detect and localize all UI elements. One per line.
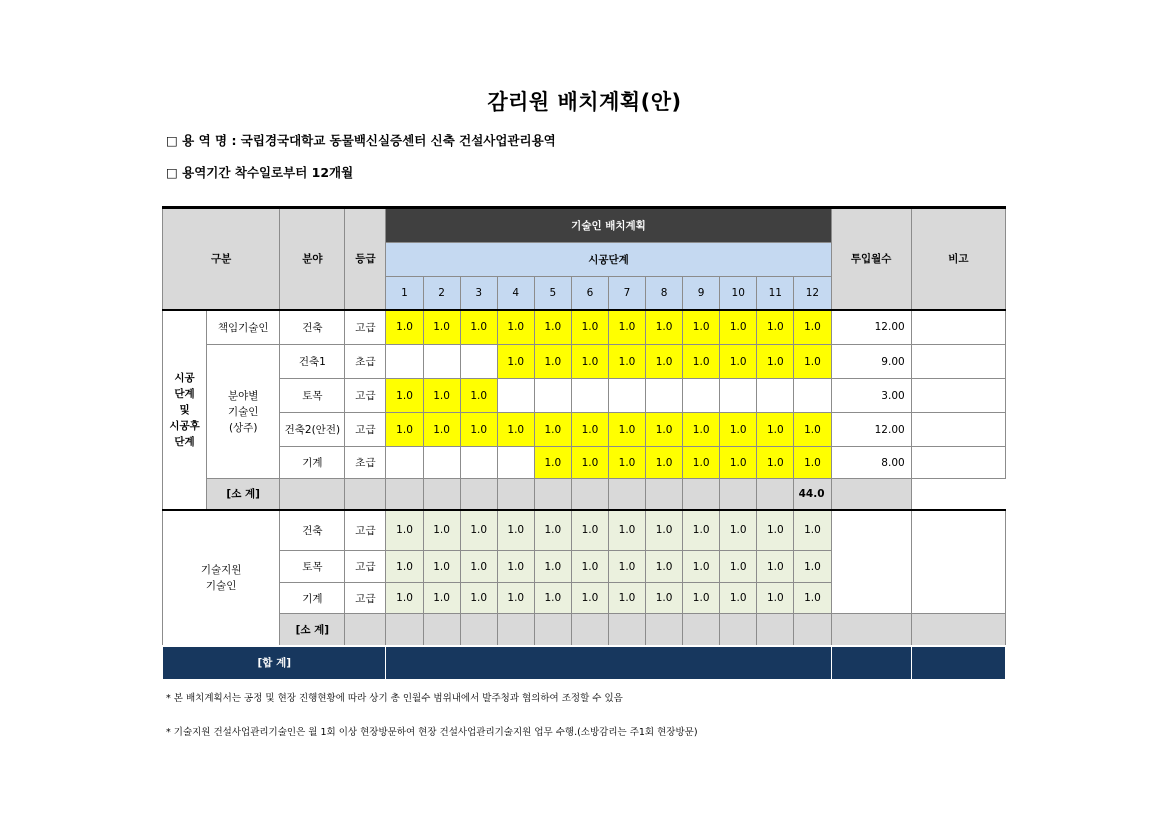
subtotal-month-cell [423,614,460,646]
month-cell: 1.0 [571,413,608,447]
responsible-engineer-label: 책임기술인 [207,310,280,345]
month-cell: 1.0 [720,345,757,379]
grade-cell: 고급 [345,583,386,614]
header-phase: 시공단계 [386,243,831,277]
month-cell: 1.0 [534,551,571,583]
month-cell: 1.0 [608,583,645,614]
month-cell: 1.0 [683,510,720,551]
month-cell: 1.0 [794,510,831,551]
remarks-cell [911,345,1005,379]
header-remarks: 비고 [911,208,1005,310]
month-header-4: 4 [497,277,534,310]
month-cell: 1.0 [794,447,831,479]
month-header-10: 10 [720,277,757,310]
month-cell: 1.0 [757,551,794,583]
month-cell: 1.0 [646,345,683,379]
month-cell: 1.0 [386,510,423,551]
field-cell: 기계 [280,583,345,614]
subtotal-month-cell [757,479,794,510]
month-cell [386,447,423,479]
footnote-1: * 본 배치계획서는 공정 및 현장 진행현황에 따라 상기 총 인월수 범위내에서 발주청과 협의하여 조정할 수 있음 [166,693,623,704]
field-resident-engineer-label: 분야별 기술인 (상주) [207,345,280,479]
subtotal-month-cell [386,479,423,510]
month-cell: 1.0 [608,310,645,345]
month-cell: 1.0 [608,413,645,447]
grade-cell: 고급 [345,310,386,345]
month-cell: 1.0 [757,447,794,479]
subtotal-month-cell [497,479,534,510]
month-header-5: 5 [534,277,571,310]
subtotal-month-cell [386,614,423,646]
remarks-cell [911,413,1005,447]
month-cell: 1.0 [386,310,423,345]
month-cell: 1.0 [720,510,757,551]
month-cell: 1.0 [571,583,608,614]
grand-total-label: [합 계] [163,646,386,680]
header-grade: 등급 [345,208,386,310]
month-cell: 1.0 [720,310,757,345]
footnote-2: * 기술지원 건설사업관리기술인은 월 1회 이상 현장방문하여 현장 건설사업관리기술지원 업무 수행.(소방감리는 주1회 현장방문) [166,727,698,738]
month-header-3: 3 [460,277,497,310]
group-support-engineer: 기술지원 기술인 [163,510,280,646]
month-cell: 1.0 [683,583,720,614]
month-cell: 1.0 [460,413,497,447]
subtotal-month-cell [683,479,720,510]
subtotal-month-cell [497,614,534,646]
month-cell: 1.0 [534,310,571,345]
grade-cell: 고급 [345,510,386,551]
field-cell: 건축 [280,510,345,551]
field-cell: 기계 [280,447,345,479]
month-cell: 1.0 [794,551,831,583]
subtotal-grade-cell [280,479,345,510]
month-cell: 1.0 [608,551,645,583]
month-header-1: 1 [386,277,423,310]
grade-cell: 고급 [345,379,386,413]
subtotal-remarks [831,479,911,510]
man-months-cell: 12.00 [831,310,911,345]
project-period: □ 용역기간 착수일로부터 12개월 [166,165,354,180]
month-header-9: 9 [683,277,720,310]
month-cell: 1.0 [683,447,720,479]
subtotal-month-cell [720,614,757,646]
field-cell: 토목 [280,551,345,583]
header-field: 분야 [280,208,345,310]
month-cell: 1.0 [720,551,757,583]
month-cell: 1.0 [646,413,683,447]
subtotal-month-cell [646,614,683,646]
month-cell: 1.0 [423,551,460,583]
subtotal-man-months: 44.0 [794,479,831,510]
month-cell: 1.0 [646,447,683,479]
man-months-cell: 12.00 [831,413,911,447]
grade-cell: 고급 [345,413,386,447]
month-cell [423,345,460,379]
month-cell: 1.0 [423,510,460,551]
month-cell: 1.0 [497,310,534,345]
month-header-6: 6 [571,277,608,310]
subtotal-label-support: [소 계] [280,614,345,646]
month-cell: 1.0 [534,447,571,479]
month-header-2: 2 [423,277,460,310]
month-cell: 1.0 [460,551,497,583]
month-cell: 1.0 [757,345,794,379]
month-cell [497,447,534,479]
month-cell [460,345,497,379]
field-cell: 토목 [280,379,345,413]
month-cell [534,379,571,413]
month-cell [794,379,831,413]
month-cell: 1.0 [720,447,757,479]
month-cell: 1.0 [608,447,645,479]
month-cell: 1.0 [608,510,645,551]
month-cell: 1.0 [460,310,497,345]
subtotal-month-cell [720,479,757,510]
header-plan: 기술인 배치계획 [386,208,831,243]
month-cell: 1.0 [571,551,608,583]
remarks-cell [911,447,1005,479]
month-cell: 1.0 [794,583,831,614]
month-header-12: 12 [794,277,831,310]
subtotal-grade-cell-support [345,614,386,646]
subtotal-month-cell [460,614,497,646]
month-cell: 1.0 [534,413,571,447]
staffing-plan-table [162,206,1006,681]
month-cell: 1.0 [497,345,534,379]
month-cell: 1.0 [646,583,683,614]
grand-total-remarks [911,646,1005,680]
month-cell: 1.0 [683,551,720,583]
month-cell: 1.0 [534,510,571,551]
month-cell: 1.0 [460,583,497,614]
field-cell: 건축 [280,310,345,345]
month-cell: 1.0 [386,379,423,413]
support-man-months-cell [831,510,911,614]
month-cell [683,379,720,413]
subtotal-month-cell [423,479,460,510]
man-months-cell: 3.00 [831,379,911,413]
month-cell: 1.0 [720,413,757,447]
remarks-cell [911,379,1005,413]
month-cell: 1.0 [571,447,608,479]
header-man-months: 투입월수 [831,208,911,310]
month-cell [497,379,534,413]
month-cell: 1.0 [571,310,608,345]
subtotal-month-cell [460,479,497,510]
month-cell: 1.0 [497,510,534,551]
field-cell: 건축1 [280,345,345,379]
group-construction-phase: 시공 단계 및 시공후 단계 [163,310,207,510]
page-title: 감리원 배치계획(안) [487,90,682,114]
subtotal-month-cell [534,614,571,646]
month-cell: 1.0 [794,345,831,379]
month-cell: 1.0 [683,413,720,447]
month-cell: 1.0 [683,345,720,379]
month-cell: 1.0 [497,413,534,447]
month-cell: 1.0 [683,310,720,345]
month-cell: 1.0 [534,583,571,614]
subtotal-month-cell [608,614,645,646]
month-cell: 1.0 [646,510,683,551]
month-cell: 1.0 [608,345,645,379]
month-cell [460,447,497,479]
month-cell: 1.0 [386,413,423,447]
grand-total-months [386,646,831,680]
support-remarks-cell [911,510,1005,614]
field-cell: 건축2(안전) [280,413,345,447]
month-cell: 1.0 [757,583,794,614]
month-cell: 1.0 [386,583,423,614]
month-cell: 1.0 [497,551,534,583]
subtotal-remarks-support [911,614,1005,646]
man-months-cell: 9.00 [831,345,911,379]
month-cell: 1.0 [534,345,571,379]
remarks-cell [911,310,1005,345]
subtotal-label: [소 계] [207,479,280,510]
grand-total-man-months [831,646,911,680]
month-cell [608,379,645,413]
month-cell: 1.0 [646,310,683,345]
month-cell: 1.0 [646,551,683,583]
subtotal-month-cell [683,614,720,646]
grade-cell: 고급 [345,551,386,583]
grade-cell: 초급 [345,345,386,379]
month-cell: 1.0 [571,510,608,551]
month-cell: 1.0 [386,551,423,583]
month-cell: 1.0 [460,510,497,551]
header-category: 구분 [163,208,280,310]
subtotal-month-cell [794,614,831,646]
month-cell [646,379,683,413]
month-cell: 1.0 [757,510,794,551]
month-header-11: 11 [757,277,794,310]
month-cell: 1.0 [757,413,794,447]
month-cell: 1.0 [423,413,460,447]
month-cell: 1.0 [460,379,497,413]
month-cell [720,379,757,413]
month-header-7: 7 [608,277,645,310]
month-cell: 1.0 [571,345,608,379]
month-cell [757,379,794,413]
month-cell: 1.0 [757,310,794,345]
subtotal-month-cell [757,614,794,646]
subtotal-month-cell [534,479,571,510]
subtotal-man-months-support [831,614,911,646]
month-cell: 1.0 [423,379,460,413]
subtotal-month-cell [646,479,683,510]
month-header-8: 8 [646,277,683,310]
month-cell: 1.0 [423,310,460,345]
subtotal-month-cell [345,479,386,510]
subtotal-month-cell [571,614,608,646]
project-name: □ 용 역 명 : 국립경국대학교 동물백신실증센터 신축 건설사업관리용역 [166,133,556,148]
subtotal-month-cell [608,479,645,510]
month-cell: 1.0 [794,310,831,345]
month-cell [386,345,423,379]
month-cell: 1.0 [720,583,757,614]
month-cell [423,447,460,479]
man-months-cell: 8.00 [831,447,911,479]
month-cell: 1.0 [497,583,534,614]
grade-cell: 초급 [345,447,386,479]
month-cell: 1.0 [794,413,831,447]
month-cell [571,379,608,413]
subtotal-month-cell [571,479,608,510]
month-cell: 1.0 [423,583,460,614]
